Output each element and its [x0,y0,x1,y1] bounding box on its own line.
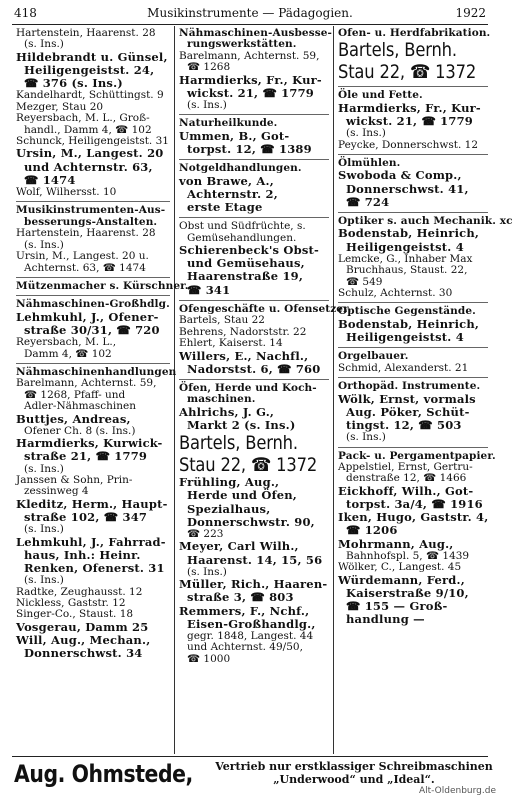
highlighted-entry: straße 21, ☎ 1779 [24,449,148,464]
page-year: 1922 [455,6,486,20]
entry-line: Nickless, Gaststr. 12 [16,597,126,610]
highlighted-entry: Eickhoff, Wilh., Got- [338,483,474,498]
highlighted-entry: und Gemüsehaus, [187,256,305,271]
highlighted-entry: torpst. 3a/4, ☎ 1916 [346,496,483,511]
entry-line: (s. Ins.) [24,38,64,51]
entry-line: ☎ 549 [346,275,383,288]
entry-line: Hartenstein, Haarenst. 28 [16,227,156,240]
entry-line: (s. Ins.) [24,523,64,536]
entry-line: gegr. 1848, Langest. 44 [187,629,314,642]
entry-line: Lemcke, G., Inhaber Max [338,252,473,265]
entry-line: Ofener Ch. 8 (s. Ins.) [24,424,136,437]
section-heading: Nähmaschinenhandlungen [16,365,177,378]
entry-line: Wolf, Wilhersst. 10 [16,186,117,199]
highlighted-entry: Heiligengeistst. 4 [346,239,464,254]
entry-line: Obst und Südfrüchte, s. [179,220,306,233]
entry-line: Schmid, Alexanderst. 21 [338,361,469,374]
highlighted-entry: Kaiserstraße 9/10, [346,585,469,600]
highlighted-entry: straße 30/31, ☎ 720 [24,322,160,337]
highlighted-entry: Ummen, B., Got- [179,128,290,143]
highlighted-entry: Schierenbeck's Obst- [179,243,320,258]
highlighted-entry: erste Etage [187,200,263,215]
highlighted-entry: Swoboda & Comp., [338,168,462,183]
entry-line: Reyersbach, M. L., Groß- [16,112,150,125]
highlighted-entry: haus, Inh.: Heinr. [24,547,141,562]
entry-line: Kandelhardt, Schüttingst. 9 [16,89,164,102]
section-divider [179,114,329,115]
page-header [14,6,486,22]
highlighted-entry: Bodenstab, Heinrich, [338,226,480,241]
section-heading: Optische Gegenstände. [338,305,476,318]
highlighted-entry: von Brawe, A., [179,173,274,188]
section-heading: Mützenmacher s. Kürschner. [16,279,189,292]
highlighted-entry: Donnerschwst. 34 [24,646,143,661]
entry-line: ☎ 1268 [187,61,231,74]
page-number: 418 [14,6,37,20]
highlighted-entry: Frühling, Aug., [179,475,280,490]
section-heading: Naturheilkunde. [179,117,278,130]
column-divider [174,26,175,754]
section-divider [338,86,488,87]
highlighted-entry: Bodenstab, Heinrich, [338,316,480,331]
ad-line: „Underwood“ und „Ideal“. [273,773,435,786]
entry-line: (s. Ins.) [346,431,386,444]
column-divider [333,26,334,754]
highlighted-entry: Kleditz, Herm., Haupt- [16,496,168,511]
highlighted-entry: Spezialhaus, [187,501,271,516]
section-heading: Öfen, Herde und Koch- [179,381,317,394]
highlighted-entry: Renken, Ofenerst. 31 [24,561,165,576]
entry-line: Radtke, Zeughausst. 12 [16,585,143,598]
highlighted-entry: Remmers, F., Nchf., [179,603,310,618]
highlighted-entry: Achternstr. 2, [187,186,278,201]
entry-line: ☎ 223 [187,527,224,540]
entry-line: handl., Damm 4, ☎ 102 [24,123,152,136]
highlighted-entry: ☎ 341 [187,282,231,297]
highlighted-entry: Wölk, Ernst, vormals [338,391,476,406]
highlighted-entry: straße 3, ☎ 803 [187,590,294,605]
highlighted-entry: Ursin, M., Langest. 20 [16,146,164,161]
section-divider [179,217,329,218]
highlighted-entry: ☎ 376 (s. Ins.) [24,76,123,91]
section-divider [338,377,488,378]
highlighted-entry: Donnerschwstr. 90, [187,514,315,529]
advertisement [14,758,493,792]
entry-line: ☎ 1000 [187,652,231,665]
page-title: Musikinstrumente — Pädagogien. [147,6,353,20]
section-heading: maschinen. [187,393,256,406]
footer-rule [12,756,488,757]
entry-line: Gemüsehandlungen. [187,231,297,244]
entry-line: Behrens, Nadorststr. 22 [179,325,307,338]
highlighted-entry: tingst. 12, ☎ 503 [346,417,462,432]
entry-line: Barelmann, Achternst. 59, [179,49,320,62]
advertisement-entry: Stau 22, ☎ 1372 [338,61,477,84]
entry-line: Adler-Nähmaschinen [24,400,136,413]
section-heading: Öle und Fette. [338,89,423,102]
entry-line: und Achternst. 49/50, [187,641,303,654]
section-heading: Orthopäd. Instrumente. [338,380,481,393]
highlighted-entry: Herde und Öfen, [187,488,298,503]
entry-line: (s. Ins.) [24,238,64,251]
highlighted-entry: ☎ 1474 [24,172,76,187]
entry-line: Schunck, Heiligengeistst. 31 [16,135,169,148]
highlighted-entry: Eisen-Großhandlg., [187,616,316,631]
entry-line: zessinweg 4 [24,485,89,498]
highlighted-entry: Donnerschwst. 41, [346,181,469,196]
section-heading: Nähmaschinen-Ausbesse- [179,27,332,39]
entry-line: Ursin, M., Langest. 20 u. [16,250,149,263]
entry-line: Hartenstein, Haarenst. 28 [16,27,156,39]
entry-line: Bahnhofspl. 5, ☎ 1439 [346,549,470,562]
section-heading: Notgeldhandlungen. [179,162,302,175]
highlighted-entry: Nadorstst. 6, ☎ 760 [187,361,321,376]
directory-column-1 [16,27,189,661]
entry-line: Bruchhaus, Staust. 22, [346,264,468,277]
highlighted-entry: Ahlrichs, J. G., [179,404,275,419]
entry-line: Wölker, C., Langest. 45 [338,561,462,574]
highlighted-entry: wickst. 21, ☎ 1779 [346,114,473,129]
section-divider [16,363,170,364]
entry-line: Ehlert, Kaiserst. 14 [179,337,283,350]
entry-line: (s. Ins.) [24,574,64,587]
highlighted-entry: Harmdierks, Kurwick- [16,436,163,451]
section-divider [338,212,488,213]
highlighted-entry: Harmdierks, Fr., Kur- [338,100,481,115]
section-divider [338,302,488,303]
entry-line: Mezger, Stau 20 [16,100,104,113]
entry-line: Achternst. 63, ☎ 1474 [24,261,146,274]
section-divider [179,379,329,380]
section-heading: rungswerkstätten. [187,38,297,51]
highlighted-entry: Willers, E., Nachfl., [179,348,309,363]
highlighted-entry: ☎ 1206 [346,523,398,538]
section-divider [16,277,170,278]
section-divider [16,201,170,202]
highlighted-entry: und Achternstr. 63, [24,159,153,174]
entry-line: Janssen & Sohn, Prin- [16,473,133,486]
entry-line: ☎ 1268, Pfaff- und [24,388,126,401]
highlighted-entry: Markt 2 (s. Ins.) [187,417,296,432]
entry-line: Singer-Co., Staust. 18 [16,608,134,621]
entry-line: Appelstiel, Ernst, Gertru- [338,460,473,473]
highlighted-entry: ☎ 724 [346,194,390,209]
section-heading: Pack- u. Pergamentpapier. [338,449,496,462]
highlighted-entry: straße 102, ☎ 347 [24,510,148,524]
section-divider [338,447,488,448]
highlighted-entry: Lehmkuhl, J., Fahrrad- [16,534,166,549]
entry-line: Reyersbach, M. L., [16,336,117,349]
header-rule [12,24,488,25]
highlighted-entry: Lehmkuhl, J., Ofener- [16,309,159,324]
highlighted-entry: Würdemann, Ferd., [338,572,465,587]
entry-line: Damm 4, ☎ 102 [24,347,112,360]
highlighted-entry: Meyer, Carl Wilh., [179,539,299,554]
watermark: Alt-Oldenburg.de [418,786,496,796]
advertisement-entry: Bartels, Bernh. [179,432,298,455]
advertisement-text [214,760,494,786]
entry-line: Peycke, Donnerschwst. 12 [338,138,479,151]
highlighted-entry: Haarenstraße 19, [187,269,304,284]
section-divider [338,154,488,155]
section-heading: Ölmühlen. [338,157,401,170]
entry-line: (s. Ins.) [24,462,64,475]
highlighted-entry: Heiligengeistst. 24, [24,63,155,78]
section-divider [16,295,170,296]
highlighted-entry: Heiligengeistst. 4 [346,330,464,345]
advertiser-name: Aug. Ohmstede, [14,760,193,788]
entry-line: Bartels, Stau 22 [179,314,265,327]
section-divider [179,300,329,301]
section-heading: Ofen- u. Herdfabrikation. [338,27,491,39]
section-heading: Ofengeschäfte u. Ofensetzer. [179,302,352,315]
section-heading: Musikinstrumenten-Aus- [16,204,166,217]
highlighted-entry: wickst. 21, ☎ 1779 [187,85,314,100]
section-heading: Optiker s. auch Mechanik. xc [338,215,513,228]
highlighted-entry: Buttjes, Andreas, [16,411,131,426]
advertisement-entry: Stau 22, ☎ 1372 [179,454,318,477]
highlighted-entry: Aug. Pöker, Schüt- [346,404,470,419]
highlighted-entry: Mohrmann, Aug., [338,536,454,551]
highlighted-entry: ☎ 155 — Groß- [346,598,448,613]
section-heading: besserungs-Anstalten. [24,215,158,228]
highlighted-entry: Müller, Rich., Haaren- [179,577,328,592]
highlighted-entry: torpst. 12, ☎ 1389 [187,142,312,157]
highlighted-entry: Harmdierks, Fr., Kur- [179,72,322,87]
section-heading: Nähmaschinen-Großhdlg. [16,298,170,311]
entry-line: (s. Ins.) [187,99,227,112]
highlighted-entry: Iken, Hugo, Gaststr. 4, [338,510,489,525]
directory-column-3 [338,27,513,627]
entry-line: (s. Ins.) [187,565,227,578]
directory-column-2 [179,27,352,665]
highlighted-entry: Vosgerau, Damm 25 [16,619,149,634]
highlighted-entry: handlung — [346,612,425,627]
entry-line: (s. Ins.) [346,127,386,140]
entry-line: denstraße 12, ☎ 1466 [346,472,467,485]
ad-line: Vertrieb nur erstklassiger Schreibmaschinen [215,760,493,773]
section-divider [179,159,329,160]
advertisement-entry: Bartels, Bernh. [338,39,457,62]
highlighted-entry: Haarenst. 14, 15, 56 [187,552,323,567]
section-divider [338,347,488,348]
section-heading: Orgelbauer. [338,350,409,363]
entry-line: Schulz, Achternst. 30 [338,287,453,300]
highlighted-entry: Will, Aug., Mechan., [16,633,151,648]
highlighted-entry: Hildebrandt u. Günsel, [16,49,168,64]
entry-line: Barelmann, Achternst. 59, [16,377,157,390]
